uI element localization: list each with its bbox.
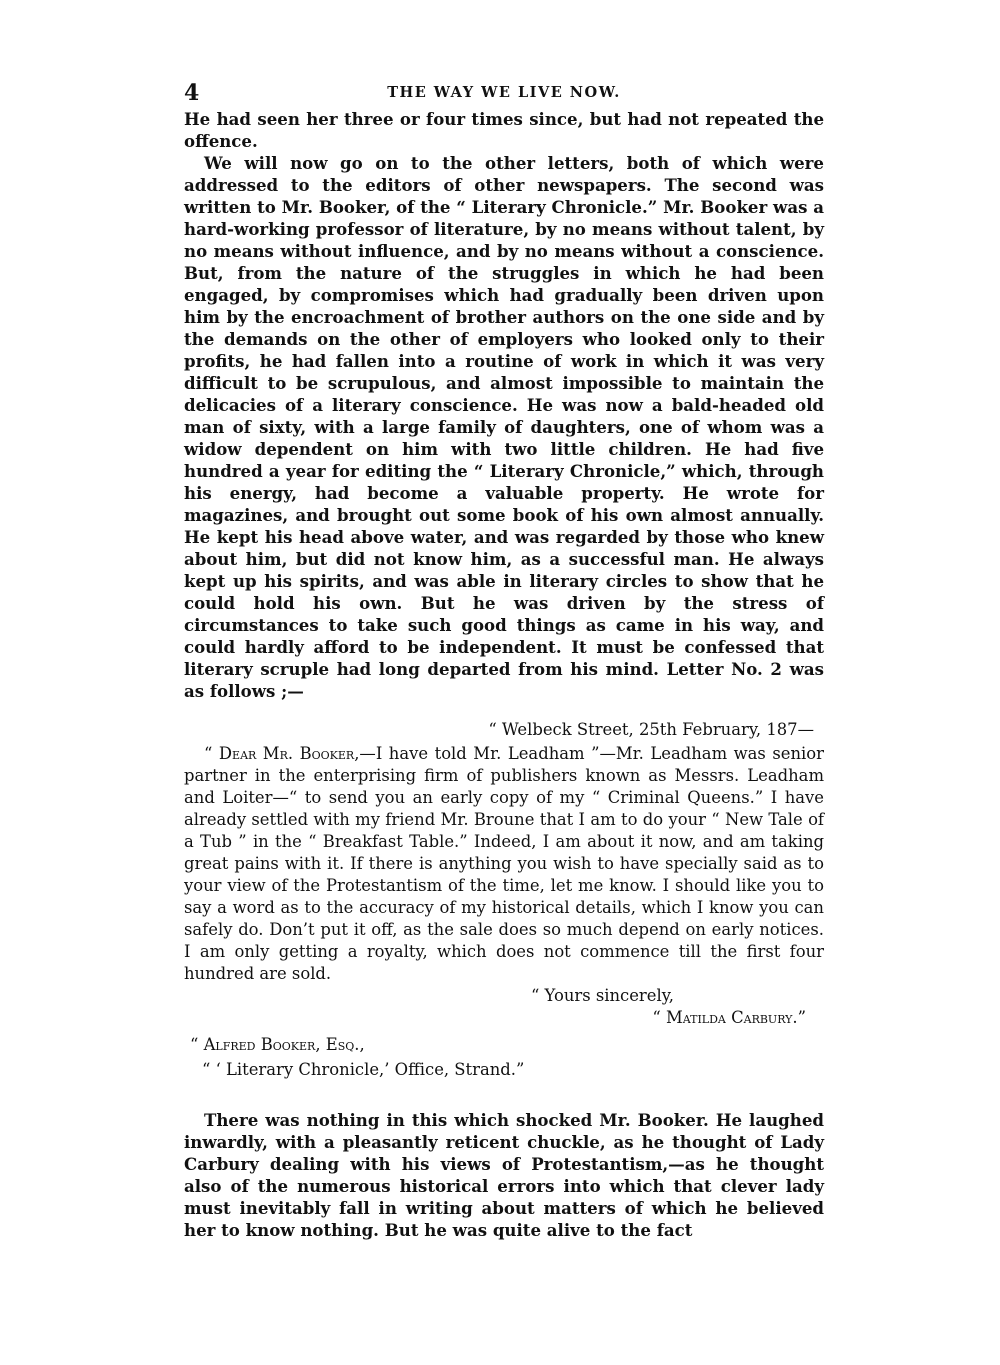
letter-address-line-1: “ Alfred Booker, Esq.,	[190, 1035, 365, 1054]
book-page	[184, 74, 824, 1241]
letter	[184, 720, 824, 1079]
letter-closing: “ Yours sincerely,	[530, 986, 674, 1005]
letter-body	[184, 743, 824, 985]
letter-address-line-2: “ ‘ Literary Chronicle,’ Office, Strand.”	[202, 1060, 525, 1079]
letter-dateline: “ Welbeck Street, 25th February, 187—	[488, 720, 814, 739]
page-number: 4	[184, 80, 200, 106]
paragraph-1: He had seen her three or four times since, but had not repeated the offence.	[184, 109, 824, 151]
letter-body-text: —I have told Mr. Leadham ”—Mr. Leadham was senior partner in the enterprising firm of publishers known as Messrs. Leadham and Loiter—“ to send you an early copy of my “ Criminal Queens.” I have already settled with my friend Mr. Broune that I am to do your “ New Tale of a Tub ” in the “ Breakfast Table.” Indeed, I am about it now, and am taking great pains with it. If there is anything you wish to have specially said as to your view of the Protestantism of the time, let me know. I should like you to say a word as to the accuracy of my historical details, which I know you can safely do. Don’t put it off, as the sale does so much depend on early notices. I am only getting a royalty, which does not commence till the first four hundred are sold.	[184, 744, 824, 983]
running-head	[184, 74, 824, 108]
running-title: THE WAY WE LIVE NOW.	[387, 84, 621, 101]
paragraph-2: We will now go on to the other letters, both of which were addressed to the editors of other newspapers. The second was written to Mr. Booker, of the “ Literary Chronicle.” Mr. Booker was a hard-working professor of literature, by no means without talent, by no means without influence, and by no means without a conscience. But, from the nature of the struggles in which he had been engaged, by compromises which had gradually been driven upon him by the encroachment of brother authors on the one side and by the demands on the other of employers who looked only to their profits, he had fallen into a routine of work in which it was very difficult to be scrupulous, and almost impossible to maintain the delicacies of a literary conscience. He was now a bald-headed old man of sixty, with a large family of daughters, one of whom was a widow dependent on him with two little children. He had five hundred a year for editing the “ Literary Chronicle,” which, through his energy, had become a valuable property. He wrote for magazines, and brought out some book of his own almost annually. He kept his head above water, and was regarded by those who knew about him, but did not know him, as a successful man. He always kept up his spirits, and was able in literary circles to show that he could hold his own. But he was driven by the stress of circumstances to take such good things as came in his way, and could hardly afford to be independent. It must be confessed that literary scruple had long departed from his mind. Letter No. 2 was as follows ;—	[184, 153, 824, 701]
letter-salutation: “ Dear Mr. Booker,	[204, 744, 360, 763]
paragraph-3: There was nothing in this which shocked Mr. Booker. He laughed inwardly, with a pleasantly reticent chuckle, as he thought of Lady Carbury dealing with his views of Protestantism,—as he thought also of the numerous historical errors into which that clever lady must inevitably fall in writing about matters of which he believed her to know nothing. But he was quite alive to the fact	[184, 1110, 824, 1240]
letter-signature: “ Matilda Carbury.”	[652, 1008, 806, 1027]
